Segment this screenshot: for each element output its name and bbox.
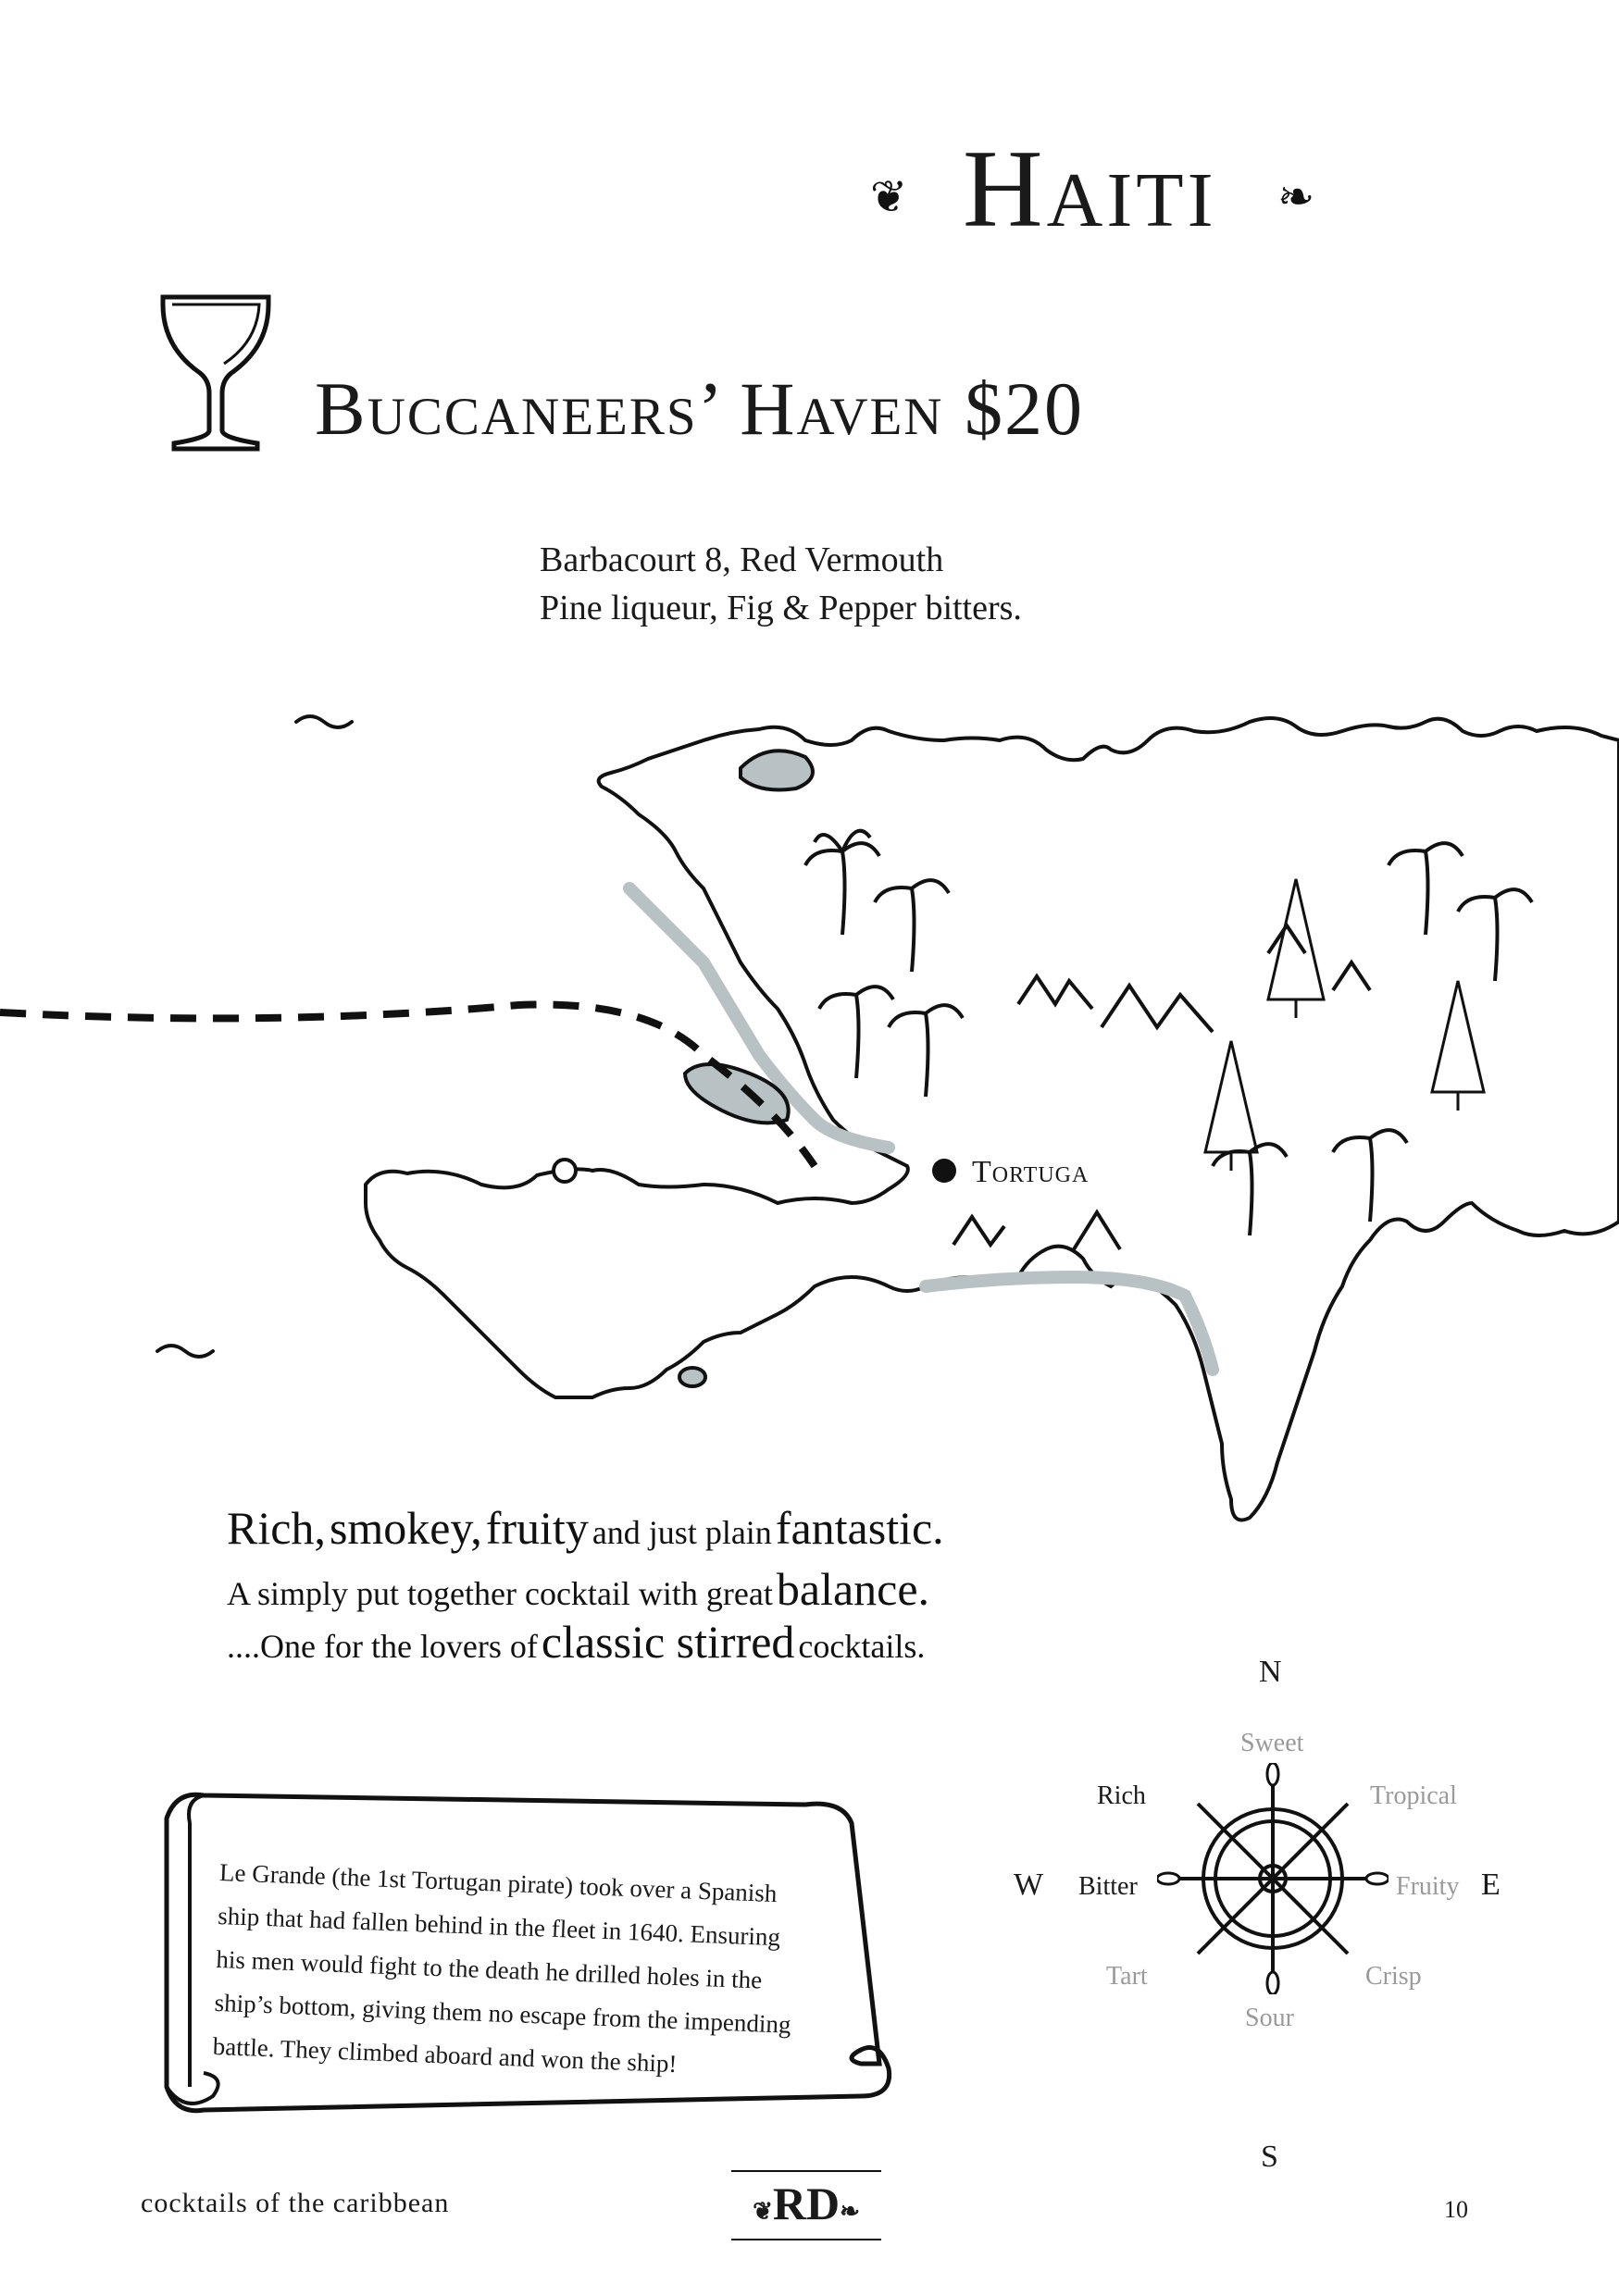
compass-west: W xyxy=(1014,1868,1044,1902)
rd-ornament-right-icon: ❧ xyxy=(840,2198,860,2225)
flavor-tropical: Tropical xyxy=(1370,1781,1457,1810)
desc-one-for: ....One for the lovers of xyxy=(227,1628,538,1665)
page-number: 10 xyxy=(1444,2196,1468,2223)
story-text xyxy=(212,1851,886,2093)
description-line-3 xyxy=(227,1615,925,1669)
compass-south: S xyxy=(1261,2140,1278,2174)
flavor-bitter: Bitter xyxy=(1078,1872,1138,1901)
rd-logo-text: RD xyxy=(772,2178,841,2229)
desc-simply: A simply put together cocktail with great xyxy=(227,1575,773,1612)
desc-and: and just plain xyxy=(592,1514,772,1551)
flavor-crisp: Crisp xyxy=(1365,1962,1422,1991)
flavor-fruity: Fruity xyxy=(1396,1872,1460,1901)
description-line-2 xyxy=(227,1562,929,1616)
rd-logo xyxy=(731,2170,881,2240)
story-line: ship’s bottom, giving them no escape from the impending xyxy=(214,1988,791,2039)
desc-classic-stirred: classic stirred xyxy=(541,1616,795,1668)
flavor-sour: Sour xyxy=(1245,2004,1294,2032)
coupe-glass-icon xyxy=(156,292,276,453)
desc-balance: balance. xyxy=(776,1563,930,1615)
story-line: Le Grande (the 1st Tortugan pirate) took over a Spanish xyxy=(218,1857,778,1908)
flavor-rich: Rich xyxy=(1097,1781,1146,1810)
desc-cocktails: cocktails. xyxy=(798,1628,926,1665)
flavor-tart: Tart xyxy=(1106,1962,1148,1991)
ornament-right-icon: ❧ xyxy=(1277,171,1315,223)
compass-east: E xyxy=(1481,1868,1501,1902)
cocktail-title: Buccaneers’ Haven $20 xyxy=(315,366,1084,451)
flavor-sweet: Sweet xyxy=(1240,1729,1304,1757)
description-line-1 xyxy=(227,1501,944,1555)
desc-fruity: fruity xyxy=(485,1502,589,1554)
region-title: Haiti xyxy=(963,127,1217,250)
desc-smokey: smokey, xyxy=(329,1502,482,1554)
story-line: his men would fight to the death he drilled holes in the xyxy=(215,1944,763,1994)
ornament-left-icon: ❦ xyxy=(870,171,908,223)
island-map xyxy=(0,685,1619,1573)
story-line: ship that had fallen behind in the fleet in 1640. Ensuring xyxy=(217,1901,781,1952)
ship-wheel-icon xyxy=(1157,1763,1389,1994)
desc-rich: Rich, xyxy=(227,1502,326,1554)
ingredients-line-1: Barbacourt 8, Red Vermouth xyxy=(540,540,944,579)
rd-ornament-left-icon: ❦ xyxy=(753,2198,773,2225)
compass-north: N xyxy=(1259,1655,1282,1689)
coastline xyxy=(366,718,1619,1520)
footer-title: cocktails of the caribbean xyxy=(141,2188,450,2218)
ingredients-line-2: Pine liqueur, Fig & Pepper bitters. xyxy=(540,589,1022,627)
tortuga-label: Tortuga xyxy=(972,1155,1090,1189)
story-line: battle. They climbed aboard and won the ship! xyxy=(212,2031,678,2079)
desc-fantastic: fantastic. xyxy=(775,1502,944,1554)
